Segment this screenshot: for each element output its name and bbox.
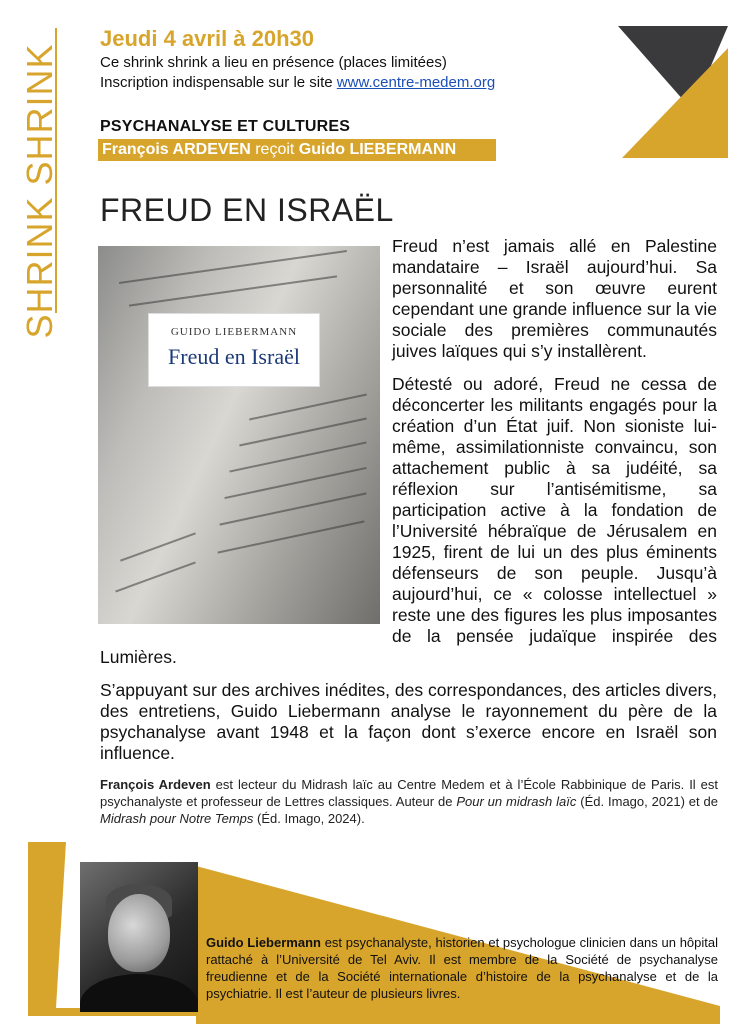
host-bio xyxy=(100,776,718,827)
host-bio-name: François Ardeven xyxy=(100,777,211,792)
series-name: PSYCHANALYSE ET CULTURES xyxy=(100,118,351,135)
receives-text: reçoit xyxy=(250,141,299,158)
guest-bio xyxy=(206,934,718,1002)
cover-spacer xyxy=(100,236,392,629)
host-bio-text-3: (Éd. Imago, 2024). xyxy=(253,811,365,826)
decorative-triangles xyxy=(600,18,730,158)
event-date: Jeudi 4 avril à 20h30 xyxy=(100,26,315,51)
registration-prefix: Inscription indispensable sur le site xyxy=(100,74,337,91)
host-bio-text-2: (Éd. Imago, 2021) et de xyxy=(576,794,718,809)
attendance-info: Ce shrink shrink a lieu en présence (places limitées) xyxy=(100,54,447,71)
host-book-1: Pour un midrash laïc xyxy=(456,794,577,809)
cover-title: Freud en Israël xyxy=(168,344,300,369)
guest-name: Guido LIEBERMANN xyxy=(298,141,457,158)
page-title: FREUD EN ISRAËL xyxy=(100,192,394,228)
guest-bio-text: est psychanalyste, historien et psychologue clinicien dans un hôpital rattaché à l’Université de Tel Aviv. Il est membre de la Société de psychanalyse freudienne et de la Société internationale d’histoire de la psychanalyse et de la psychiatrie. Il est l’auteur de plusieurs livres. xyxy=(206,935,718,1001)
left-gold-band xyxy=(28,842,66,1008)
host-book-2: Midrash pour Notre Temps xyxy=(100,811,254,826)
registration-info xyxy=(100,74,495,91)
guest-photo xyxy=(80,862,198,1012)
paragraph-1: Freud n’est jamais allé en Palestine mandataire – Israël aujourd’hui. Sa personnalité et son œuvre eurent cependant une grande influence sur la vie sociale des premières communautés juives laïques qui s’y installèrent. xyxy=(392,236,717,361)
paragraph-2: Détesté ou adoré, Freud ne cessa de déconcerter les militants engagés pour la création d’un État juif. Non sioniste lui-même, assimilationniste convaincu, son attachement public à sa judéité, sa réflexion sur l’antisémitisme, sa participation active à la fondation de l’Université hébraïque de Jérusalem en 1925, firent de lui un des plus éminents défenseurs de son peuple. Jusqu’à aujourd’hui, ce « colosse intellectuel » reste une des figures les plus imposantes de la pensée judaïque inspirée des Lumières. xyxy=(100,374,717,667)
guest-bio-name: Guido Liebermann xyxy=(206,935,321,950)
photo-shoulders xyxy=(80,974,198,1012)
cover-author: GUIDO LIEBERMANN xyxy=(170,326,298,338)
vertical-series-title: SHRINK SHRINK xyxy=(19,43,60,339)
photo-face xyxy=(108,894,170,972)
host-name: François ARDEVEN xyxy=(102,141,251,158)
paragraph-3: S’appuyant sur des archives inédites, des correspondances, des articles divers, des entretiens, Guido Liebermann analyse le rayonnement du père de la psychanalyse avant 1948 et la façon dont s’exerce encore en Israël son influence. xyxy=(100,680,717,763)
host-bio-text: est lecteur du Midrash laïc au Centre Medem et à l’École Rabbinique de Paris. Il est psychanalyste et professeur de Lettres classiques. Auteur de xyxy=(100,777,719,809)
website-link[interactable]: www.centre-medem.org xyxy=(336,74,496,91)
article-body xyxy=(100,236,717,776)
host-guest-bar xyxy=(98,139,496,161)
